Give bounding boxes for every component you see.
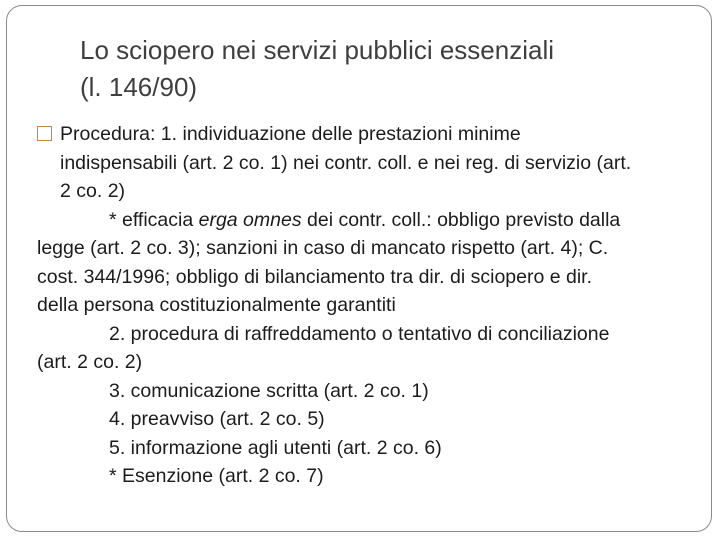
paragraph-efficacia — [37, 206, 637, 320]
checkbox-bullet-icon — [37, 126, 52, 141]
paragraph-esenzione: * Esenzione (art. 2 co. 7) — [109, 465, 324, 487]
p1-italic: erga omnes — [198, 208, 302, 231]
paragraph-informazione: 5. informazione agli utenti (art. 2 co. 6) — [109, 436, 442, 459]
slide-title — [80, 32, 680, 106]
title-line-2: (l. 146/90) — [80, 72, 198, 102]
paragraph-preavviso: 4. preavviso (art. 2 co. 5) — [109, 408, 325, 430]
p1-prefix: * efficacia — [109, 208, 199, 231]
bullet-text: Procedura: 1. individuazione delle prestazioni minime indispensabili (art. 2 co. 1) nei contr. coll. e nei reg. di servizio (art. 2 co. 2) — [60, 123, 632, 202]
title-line-1: Lo sciopero nei servizi pubblici essenziali — [80, 35, 555, 65]
slide-body — [37, 120, 637, 491]
bullet-item — [37, 120, 637, 206]
p1-suffix: dei contr. coll.: obbligo previsto dalla legge (art. 2 co. 3); sanzioni in caso di mancato rispetto (art. 4); C. cost. 344/1996; obbligo di bilanciamento tra dir. di sciopero e dir. della persona costituzionalmente garantiti — [37, 208, 621, 316]
paragraph-comunicazione: 3. comunicazione scritta (art. 2 co. 1) — [109, 379, 429, 402]
paragraph-procedura-raffreddamento: 2. procedura di raffreddamento o tentativo di conciliazione (art. 2 co. 2) — [37, 322, 610, 373]
